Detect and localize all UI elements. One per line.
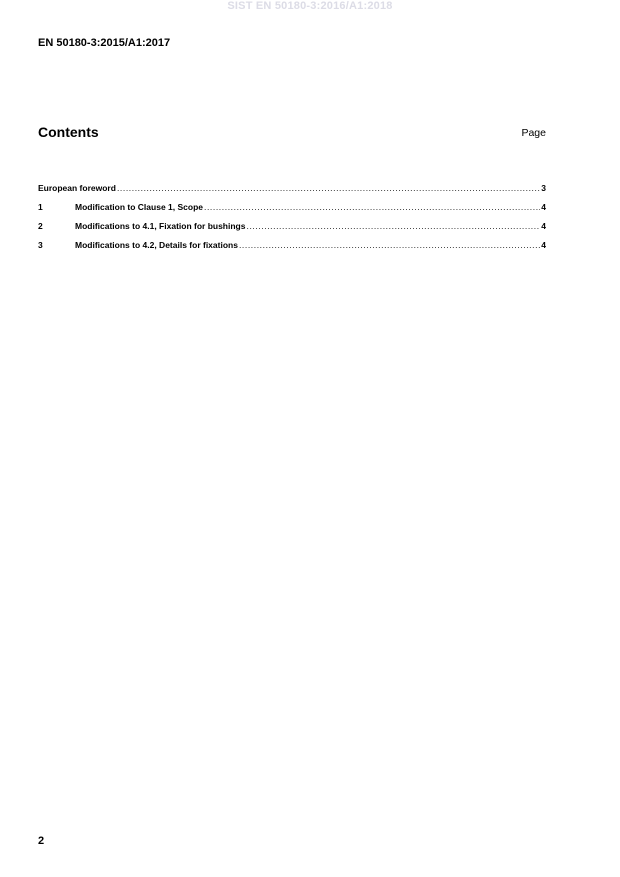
toc-entry-number: 2: [38, 221, 43, 231]
toc-entry-page: 4: [541, 221, 546, 231]
toc-entry-title: Modifications to 4.2, Details for fixations: [75, 240, 238, 250]
toc-entry-clause-1[interactable]: [38, 202, 546, 221]
toc-entry-title: Modifications to 4.1, Fixation for bushings: [75, 221, 246, 231]
page-number: 2: [38, 835, 45, 847]
toc-entry-title: European foreword: [38, 183, 116, 193]
watermark: SIST EN 50180-3:2016/A1:2018: [227, 0, 393, 12]
toc-entry-page: 4: [541, 202, 546, 212]
toc-entry-title: Modification to Clause 1, Scope: [75, 202, 203, 212]
toc-leader-dots: [117, 183, 540, 193]
document-id: EN 50180-3:2015/A1:2017: [38, 37, 171, 49]
table-of-contents: [38, 183, 546, 259]
toc-entry-page: 3: [541, 183, 546, 193]
contents-heading: Contents: [38, 124, 99, 140]
toc-leader-dots: [246, 221, 540, 231]
toc-leader-dots: [204, 202, 540, 212]
toc-entry-number: 1: [38, 202, 43, 212]
toc-entry-number: 3: [38, 240, 43, 250]
toc-leader-dots: [239, 240, 540, 250]
toc-entry-clause-2[interactable]: [38, 221, 546, 240]
toc-entry-page: 4: [541, 240, 546, 250]
page-column-label: Page: [521, 127, 546, 139]
toc-entry-foreword[interactable]: [38, 183, 546, 202]
toc-entry-clause-3[interactable]: [38, 240, 546, 259]
